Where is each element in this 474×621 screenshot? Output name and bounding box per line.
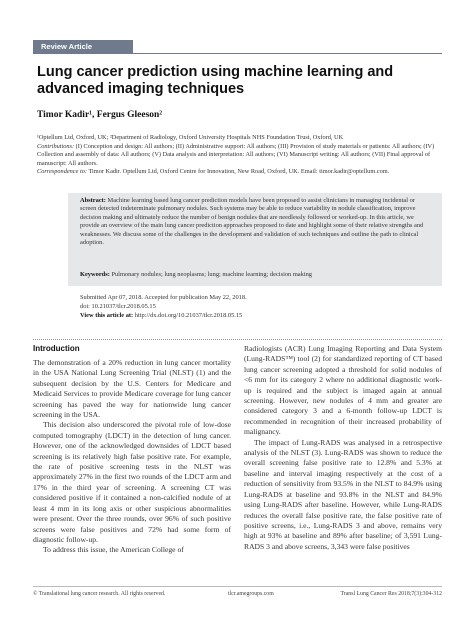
journal-website-link[interactable]: tlcr.amegroups.com: [228, 591, 274, 597]
body-paragraph: To address this issue, the American College of: [43, 545, 184, 555]
keywords-text: Pulmonary nodules; lung neoplasms; lung; machine learning; decision making: [111, 271, 312, 278]
page-footer: [33, 586, 442, 597]
citation-text: Transl Lung Cancer Res 2018;7(3):304-312: [340, 591, 442, 597]
body-paragraph: The impact of Lung-RADS was analysed in a retrospective analysis of the NLST (3). Lung-RADS was shown to reduce the overall screening false positive rate to 12.8% and 5.3% at baseline and interval imaging respectively at the cost of a reduction of sensitivity from 93.5% in the NLST to 84.9% using Lung-RADS at baseline and 93.8% in the NLST and 84.9% using Lung-RADS after baseline. However, while Lung-RADS reduces the overall false positive rate, the false positive rate of positive screens, i.e., Lung-RADS 3 and above, remains very high at 93% at baseline and 89% after baseline; of 3,591 Lung-RADS 3 and above screens, 3,343 were false positives: [244, 437, 442, 551]
keywords-label: Keywords:: [80, 271, 110, 278]
submission-info: [80, 293, 440, 320]
copyright-text: © Translational lung cancer research. All rights reserved.: [33, 591, 166, 597]
body-column-right: [244, 344, 442, 552]
article-type-badge: Review Article: [33, 40, 133, 54]
view-article-line: [80, 311, 440, 320]
affiliation-text: ¹Optellum Ltd, Oxford, UK; ²Department of Radiology, Oxford University Hospitals NHS Foundation Trust, Oxford, UK: [37, 134, 344, 141]
body-paragraph: Radiologists (ACR) Lung Imaging Reporting and Data System (Lung-RADS™) tool (2) for standardized reporting of CT based lung cancer screening adopted a threshold for solid nodules of <6 mm for its category 2 where no additional diagnostic work-up is required and the subject is imaged again at annual screening. However, new nodules of 4 mm and greater are considered category 3 and a 6-month follow-up LDCT is recommended in recognition of their increased probability of malignancy.: [244, 344, 442, 437]
contributions-body: (I) Conception and design: All authors; (II) Administrative support: All authors; (III) Provision of study materials or patients: All authors; (IV) Collection and assembly of data: All authors; (V) Data analysis and interpretation: All authors; (VI) Manuscript writing: All authors; (VII) Final approval of manuscript: All authors.: [37, 142, 435, 167]
doi-text: doi: 10.21037/tlcr.2018.05.15: [80, 303, 156, 310]
introduction-heading: Introduction: [33, 344, 80, 353]
submission-dates: Submitted Apr 07, 2018. Accepted for publication May 22, 2018.: [80, 294, 247, 301]
article-url-link[interactable]: http://dx.doi.org/10.21037/tlcr.2018.05.15: [134, 312, 243, 319]
body-column-left: [33, 344, 231, 556]
correspondence-label: Correspondence to:: [37, 168, 87, 176]
view-article-label: View this article at:: [80, 312, 134, 319]
abstract-label: Abstract:: [80, 197, 106, 204]
affiliations-block: [37, 134, 447, 177]
body-paragraph: The demonstration of a 20% reduction in lung cancer mortality in the USA National Lung Screening Trial (NLST) (1) and the subsequent decision by the U.S. Centers for Medicare and Medicaid Services to provide Medicare coverage for lung cancer screening has paved the way for nationwide lung cancer screening in the USA.: [33, 358, 231, 420]
correspondence-text: [37, 168, 447, 177]
section-divider: [33, 339, 442, 340]
article-title: Lung cancer prediction using machine learning and advanced imaging techniques: [37, 64, 394, 97]
contributions-text: [37, 143, 447, 169]
body-paragraph: This decision also underscored the pivotal role of low-dose computed tomography (LDCT) in the detection of lung cancer. However, one of the acknowledged downsides of LDCT based screening is its relatively high false positive rate. For example, the rate of positive screening tests in the NLST was approximately 27% in the first two rounds of the LDCT arm and 17% in the third year of screening. A screening CT was considered positive if it contained a non-calcified nodule of at least 4 mm in its long axis or other suspicious abnormalities were present. Over the three rounds, over 96% of such positive screens were false positives and 72% had some form of diagnostic follow-up.: [33, 420, 231, 544]
keywords-line: [80, 271, 440, 279]
contributions-label: Contributions:: [37, 142, 75, 150]
author-list: Timor Kadir¹, Fergus Gleeson²: [37, 110, 163, 120]
abstract-text: Machine learning based lung cancer prediction models have been proposed to assist clinicians in managing incidental or screen detected indeterminate pulmonary nodules. Such systems may be able to reduce variability in nodule classification, improve decision making and ultimately reduce the number of benign nodules that are needlessly followed or worked-up. In this article, we provide an overview of the main lung cancer prediction approaches proposed to date and highlight some of their relative strengths and weaknesses. We discuss some of the challenges in the development and validation of such techniques and outline the path to clinical adoption.: [80, 197, 424, 247]
correspondence-body: Timor Kadir. Optellum Ltd, Oxford Centre for Innovation, New Road, Oxford, UK. Email: timor.kadir@optellum.com.: [88, 168, 390, 176]
header-rule: [133, 53, 442, 54]
